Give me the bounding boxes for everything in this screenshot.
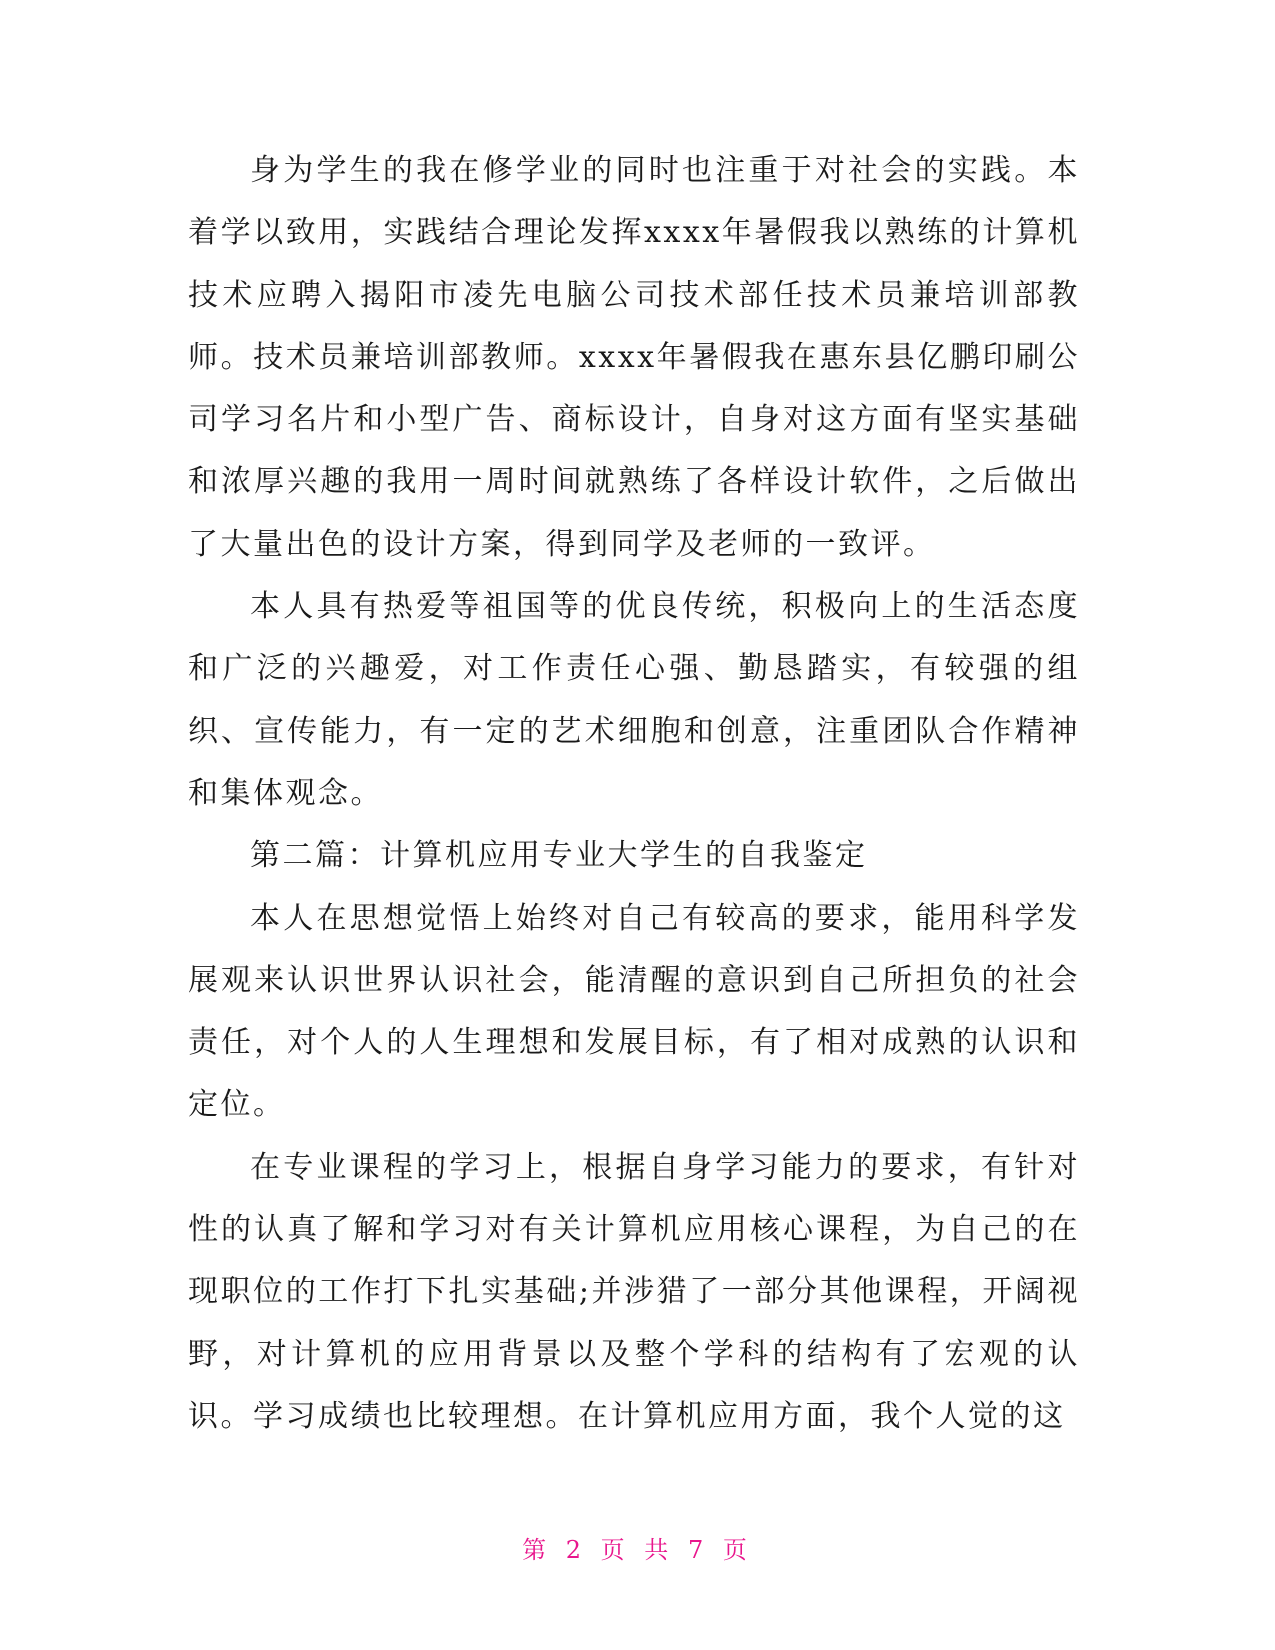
document-body (188, 140, 1080, 1448)
section-heading: 第二篇：计算机应用专业大学生的自我鉴定 (250, 838, 868, 874)
page-footer (0, 1530, 1275, 1565)
paragraph-ideology: 本人在思想觉悟上始终对自己有较高的要求，能用科学发展观来认识世界认识社会，能清醒的意识到自己所担负的社会责任，对个人的人生理想和发展目标，有了相对成熟的认识和定位。 (188, 900, 1080, 1123)
paragraph-internship: 身为学生的我在修学业的同时也注重于对社会的实践。本着学以致用，实践结合理论发挥xxxx年暑假我以熟练的计算机技术应聘入揭阳市凌先电脑公司技术部任技术员兼培训部教师。技术员兼培训部教师。xxxx年暑假我在惠东县亿鹏印刷公司学习名片和小型广告、商标设计，自身对这方面有坚实基础和浓厚兴趣的我用一周时间就熟练了各样设计软件，之后做出了大量出色的设计方案，得到同学及老师的一致评。 (188, 153, 1080, 562)
page-number-label: 第 2 页 共 7 页 (522, 1536, 753, 1564)
paragraph-personal-qualities: 本人具有热爱等祖国等的优良传统，积极向上的生活态度和广泛的兴趣爱，对工作责任心强、勤恳踏实，有较强的组织、宣传能力，有一定的艺术细胞和创意，注重团队合作精神和集体观念。 (188, 589, 1080, 811)
paragraph-coursework: 在专业课程的学习上，根据自身学习能力的要求，有针对性的认真了解和学习对有关计算机应用核心课程，为自己的在现职位的工作打下扎实基础;并涉猎了一部分其他课程，开阔视野，对计算机的应用背景以及整个学科的结构有了宏观的认识。学习成绩也比较理想。在计算机应用方面，我个人觉的这 (188, 1149, 1080, 1434)
